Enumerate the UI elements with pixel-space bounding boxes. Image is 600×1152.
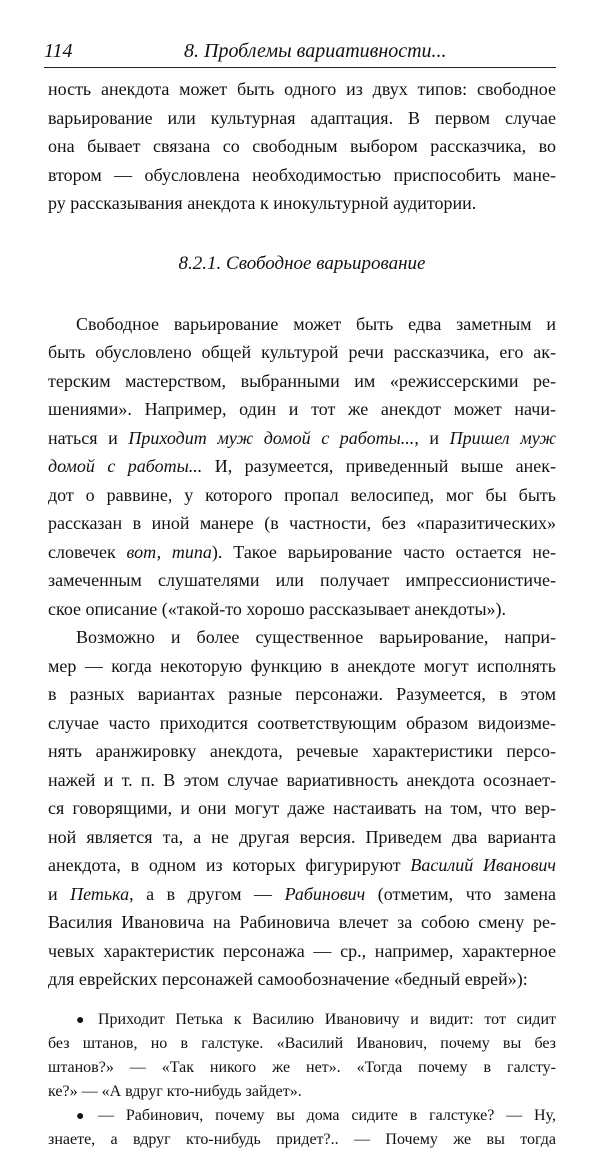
text-run: словечек <box>48 541 127 562</box>
text-line: чевых характеристик персонажа — ср., например, характерное <box>48 940 556 961</box>
example-line <box>48 1104 556 1128</box>
paragraph-1 <box>48 310 556 624</box>
paragraph-2 <box>48 623 556 994</box>
text-line <box>48 538 556 567</box>
text-line: Возможно и более существенное варьирование, напри- <box>76 627 556 647</box>
text-line: быть обусловлено общей культурой речи рассказчика, его ак- <box>48 342 556 362</box>
text-run: Приходит Петька к Василию Ивановичу и видит: тот сидит <box>98 1010 556 1028</box>
italic-name: Рабинович <box>284 883 366 904</box>
text-run: , а в другом — <box>129 883 285 904</box>
example-line: штанов?» — «Так никого же нет». «Тогда почему в галсту- <box>48 1058 556 1076</box>
italic-example: вот, типа <box>126 541 212 562</box>
italic-example: Приходит муж домой с работы... <box>128 427 415 448</box>
page-number: 114 <box>44 40 73 62</box>
page-body <box>48 75 556 1152</box>
text-run: и <box>48 883 71 904</box>
text-line <box>48 424 556 453</box>
text-line: для еврейских персонажей самообозначение «бедный еврей»): <box>48 969 528 989</box>
text-line: в разных вариантах разные персонажи. Разумеется, в этом <box>48 684 556 704</box>
text-line: мер — когда некоторую функцию в анекдоте могут исполнять <box>48 655 556 676</box>
text-line <box>48 452 556 481</box>
text-line: Свободное варьирование может быть едва заметным и <box>76 313 556 334</box>
bullet-icon: ● <box>76 1108 85 1124</box>
text-line: ной является та, а не другая версия. Приведем два варианта <box>48 826 556 847</box>
text-run: — Рабинович, почему вы дома сидите в галстуке? — Ну, <box>98 1106 556 1124</box>
section-title: 8.2.1. Свободное варьирование <box>178 252 426 274</box>
text-line: терским мастерством, выбранными им «режиссерскими ре- <box>48 370 556 391</box>
text-line: варьирование или культурная адаптация. В первом случае <box>48 107 556 128</box>
text-line: замеченным слушателями или получает импрессионистиче- <box>48 570 556 590</box>
header-rule <box>44 67 556 68</box>
italic-name: Петька <box>70 883 130 904</box>
text-line: ское описание («такой-то хорошо рассказывает анекдоты»). <box>48 598 507 619</box>
example-line: знаете, а вдруг кто-нибудь придет?.. — Почему же вы тогда <box>48 1130 556 1148</box>
italic-example: Пришел муж <box>449 427 556 448</box>
italic-example: домой с работы... <box>48 456 203 476</box>
text-run: наться и <box>48 427 129 448</box>
text-run: , и <box>414 427 450 448</box>
text-line: дот о раввине, у которого пропал велосипед, мог бы быть <box>48 484 556 505</box>
text-line: рассказан в иной манере (в частности, без «паразитических» <box>48 513 556 533</box>
italic-name: Василий Иванович <box>410 855 556 875</box>
text-line: нять аранжировку анекдота, речевые характеристики персо- <box>48 741 556 761</box>
text-line: шениями». Например, один и тот же анекдот может начи- <box>48 399 556 419</box>
text-line: она бывает связана со свободным выбором рассказчика, во <box>48 136 556 156</box>
text-line <box>48 851 556 880</box>
example-line: без штанов, но в галстуке. «Василий Иванович, почему вы без <box>48 1034 556 1052</box>
running-title: 8. Проблемы вариативности... <box>184 40 447 62</box>
text-line: ность анекдота может быть одного из двух типов: свободное <box>48 79 556 99</box>
text-line: Василия Ивановича на Рабиновича влечет за собою смену ре- <box>48 912 556 932</box>
text-line: нажей и т. п. В этом случае вариативность анекдота осознает- <box>48 769 556 790</box>
page-header <box>44 38 556 64</box>
example-line <box>48 1008 556 1032</box>
examples-block <box>48 1008 556 1152</box>
text-line: втором — обусловлена необходимостью приспособить мане- <box>48 164 556 185</box>
text-run: (отметим, что замена <box>365 883 556 904</box>
text-line: случае часто приходится соответствующим образом видоизме- <box>48 712 556 733</box>
example-line: ке?» — «А вдруг кто-нибудь зайдет». <box>48 1082 302 1100</box>
text-run: ). Такое варьирование часто остается не- <box>211 541 556 562</box>
bullet-icon: ● <box>76 1012 85 1028</box>
text-run: анекдота, в одном из которых фигурируют <box>48 855 411 875</box>
intro-paragraph <box>48 75 556 218</box>
text-line: ру рассказывания анекдота к инокультурной аудитории. <box>48 193 477 213</box>
text-line <box>48 880 556 909</box>
text-line: ся говорящими, и они могут даже настаивать на том, что вер- <box>48 798 556 818</box>
text-run: И, разумеется, приведенный выше анек- <box>202 456 556 476</box>
